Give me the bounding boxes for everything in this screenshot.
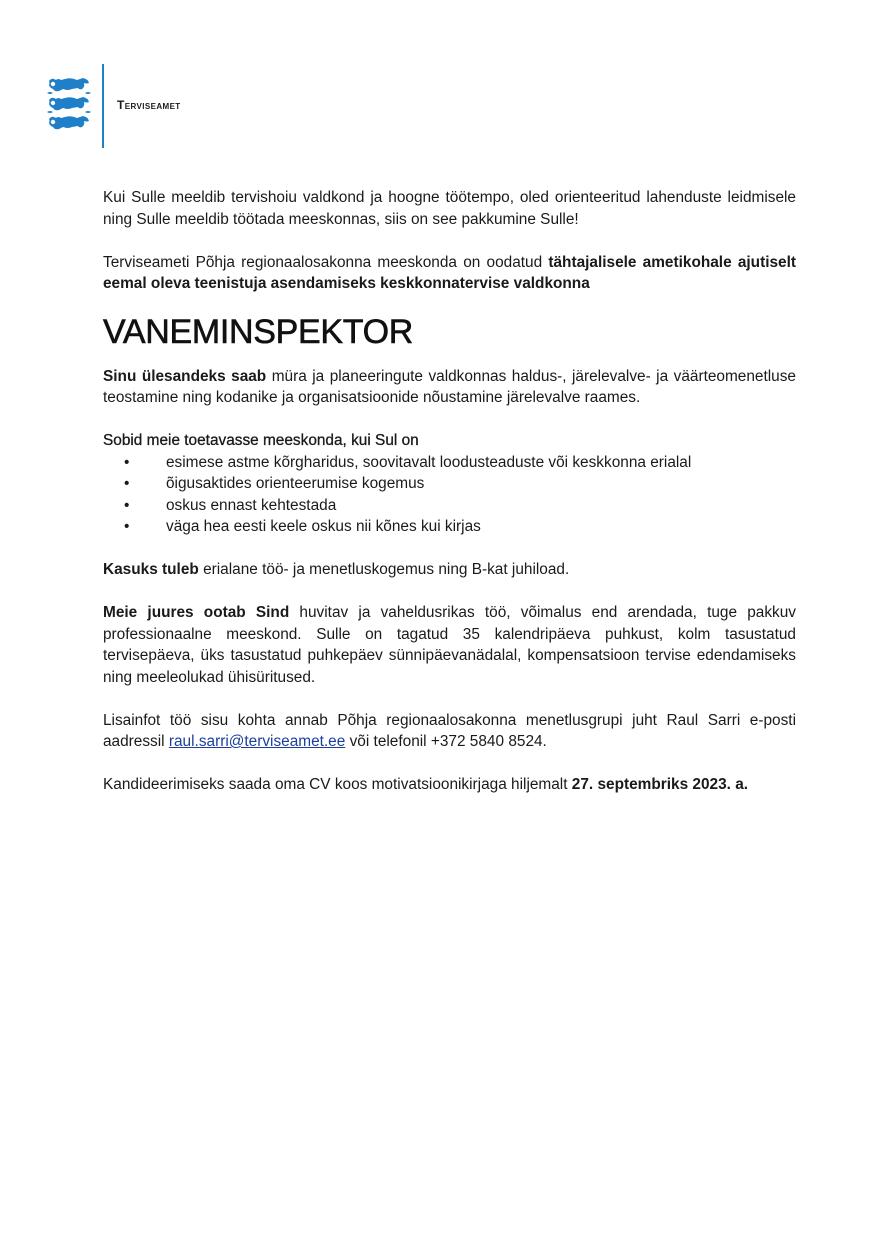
bullet: • [124,475,130,492]
advantage-text: erialane töö- ja menetluskogemus ning B-kat juhiload. [198,561,570,578]
advantage-label: Kasuks tuleb [103,561,199,578]
deadline: 27. septembriks 2023. a. [571,776,749,793]
apply-text: Kandideerimiseks saada oma CV koos motivatsioonikirjaga hiljemalt [103,776,572,793]
list-item [103,495,796,517]
apply-paragraph [103,774,796,796]
requirement-text: õigusaktides orienteerumise kogemus [166,475,425,492]
list-item [103,452,796,474]
three-lions-coat-of-arms-icon [47,77,91,135]
tasks-text: müra ja planeeringute valdkonnas haldus-, järelevalve- ja väärteomenetluse teostamine ning kodanike ja organisatsioonide nõustamine järelevalve raames. [103,367,796,406]
position-description: tähtajalisele ametikohale ajutiselt eemal oleva teenistuja asendamiseks keskkonnatervise valdkonna [103,253,796,292]
offer-paragraph [103,602,796,688]
job-posting [103,187,796,796]
team-paragraph [103,252,796,295]
organization-name: Terviseamet [117,98,181,112]
offer-text: huvitav ja vaheldusrikas töö, võimalus end arendada, tuge pakkuv professionaalne meeskond. Sulle on tagatud 35 kalendripäeva puhkust, kolm tasustatud tervisepäeva, üks tasustatud puhkepäev sünnipäevanädalal, kompensatsioon tervise edendamiseks ning meeleolukad ühisüritused. [103,604,796,686]
requirements-list [103,452,796,538]
advantage-paragraph [103,559,796,581]
requirement-text: oskus ennast kehtestada [166,496,337,514]
email-link[interactable]: raul.sarri@terviseamet.ee [168,733,346,750]
offer-label: Meie juures ootab Sind [103,604,290,621]
bullet: • [124,496,130,514]
tasks-paragraph [103,366,796,409]
team-text: Terviseameti Põhja regionaalosakonna meeskonda on oodatud [103,253,549,271]
requirement-text: väga hea eesti keele oskus nii kõnes kui kirjas [166,518,481,535]
tasks-label: Sinu ülesandeks saab [103,367,267,385]
page-title: VANEMINSPEKTOR [103,312,414,351]
contact-text: Lisainfot töö sisu kohta annab Põhja regionaalosakonna menetlusgrupi juht Raul Sarri e-posti aadressil [103,711,796,750]
list-item [103,473,796,495]
bullet: • [124,518,130,535]
contact-paragraph [103,710,796,753]
contact-phone-text: või telefonil +372 5840 8524. [345,733,547,750]
intro-paragraph: Kui Sulle meeldib tervishoiu valdkond ja hoogne töötempo, oled orienteeritud lahenduste leidmisele ning Sulle meeldib töötada meeskonnas, siis on see pakkumine Sulle! [103,189,796,228]
requirements-heading: Sobid meie toetavasse meeskonda, kui Sul on [103,432,419,449]
requirement-text: esimese astme kõrgharidus, soovitavalt loodusteaduste või keskkonna erialal [166,453,692,471]
bullet: • [124,453,130,471]
header-divider [102,64,104,148]
list-item [103,516,796,538]
